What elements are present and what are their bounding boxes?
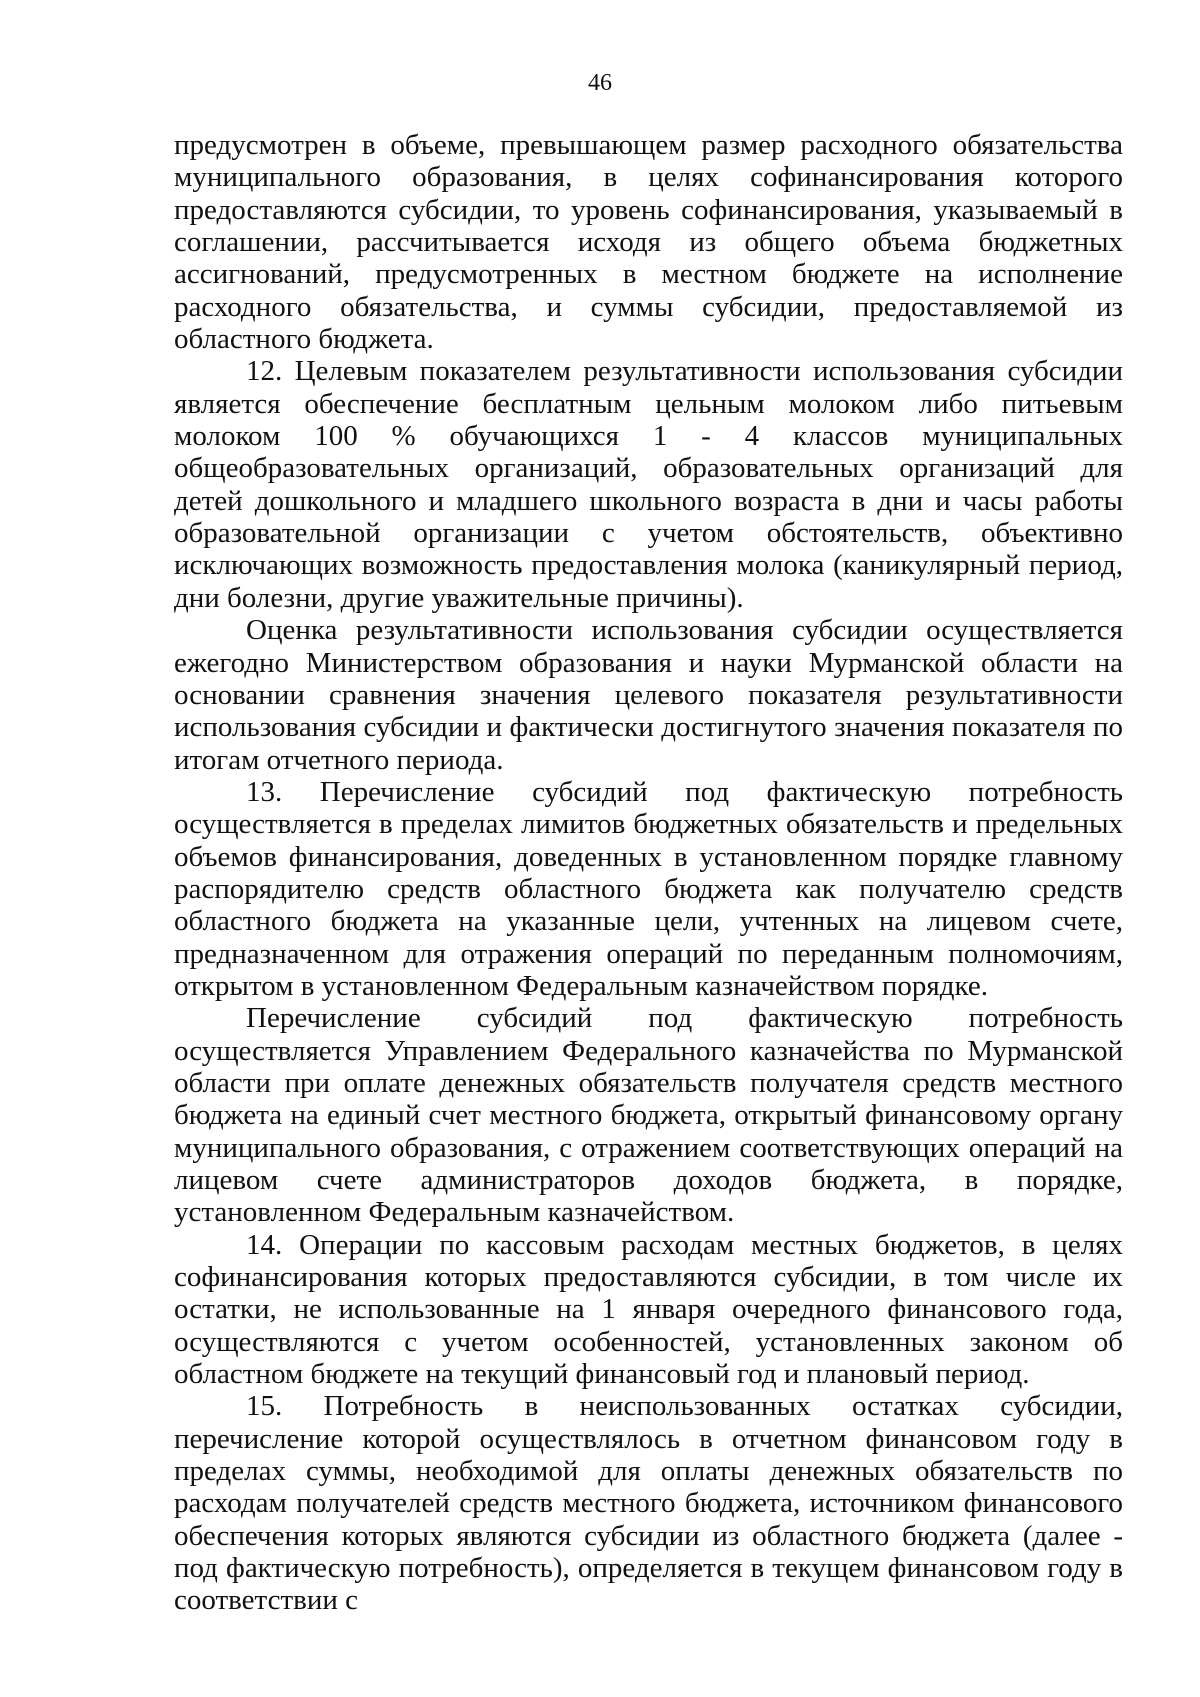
- paragraph-item-14: 14. Операции по кассовым расходам местных бюджетов, в целях софинансирования которых предоставляются субсидии, в том числе их остатки, не использованные на 1 января очередного финансового года, осуществляются с учетом особенностей, установленных законом об областном бюджете на текущий финансовый год и плановый период.: [174, 1228, 1123, 1391]
- paragraph-evaluation: Оценка результативности использования субсидии осуществляется ежегодно Министерством образования и науки Мурманской области на основании сравнения значения целевого показателя результативности использования субсидии и фактически достигнутого значения показателя по итогам отчетного периода.: [174, 614, 1123, 776]
- paragraph-item-15: 15. Потребность в неиспользованных остатках субсидии, перечисление которой осуществлялось в отчетном финансовом году в пределах суммы, необходимой для оплаты денежных обязательств по расходам получателей средств местного бюджета, источником финансового обеспечения которых являются субсидии из областного бюджета (далее - под фактическую потребность), определяется в текущем финансовом году в соответствии с: [174, 1390, 1123, 1617]
- paragraph-transfer: Перечисление субсидий под фактическую потребность осуществляется Управлением Федерального казначейства по Мурманской области при оплате денежных обязательств получателя средств местного бюджета на единый счет местного бюджета, открытый финансовому органу муниципального образования, с отражением соответствующих операций на лицевом счете администраторов доходов бюджета, в порядке, установленном Федеральным казначейством.: [174, 1002, 1123, 1229]
- document-body: [174, 129, 1123, 1617]
- paragraph-item-12: 12. Целевым показателем результативности использования субсидии является обеспечение бесплатным цельным молоком либо питьевым молоком 100 % обучающихся 1 - 4 классов муниципальных общеобразовательных организаций, образовательных организаций для детей дошкольного и младшего школьного возраста в дни и часы работы образовательной организации с учетом обстоятельств, объективно исключающих возможность предоставления молока (каникулярный период, дни болезни, другие уважительные причины).: [174, 355, 1123, 614]
- paragraph-continuation: предусмотрен в объеме, превышающем размер расходного обязательства муниципального образования, в целях софинансирования которого предоставляются субсидии, то уровень софинансирования, указываемый в соглашении, рассчитывается исходя из общего объема бюджетных ассигнований, предусмотренных в местном бюджете на исполнение расходного обязательства, и суммы субсидии, предоставляемой из областного бюджета.: [174, 129, 1123, 356]
- paragraph-item-13: 13. Перечисление субсидий под фактическую потребность осуществляется в пределах лимитов бюджетных обязательств и предельных объемов финансирования, доведенных в установленном порядке главному распорядителю средств областного бюджета как получателю средств областного бюджета на указанные цели, учтенных на лицевом счете, предназначенном для отражения операций по переданным полномочиям, открытом в установленном Федеральным казначейством порядке.: [174, 775, 1123, 1002]
- page-number: 46: [588, 70, 612, 96]
